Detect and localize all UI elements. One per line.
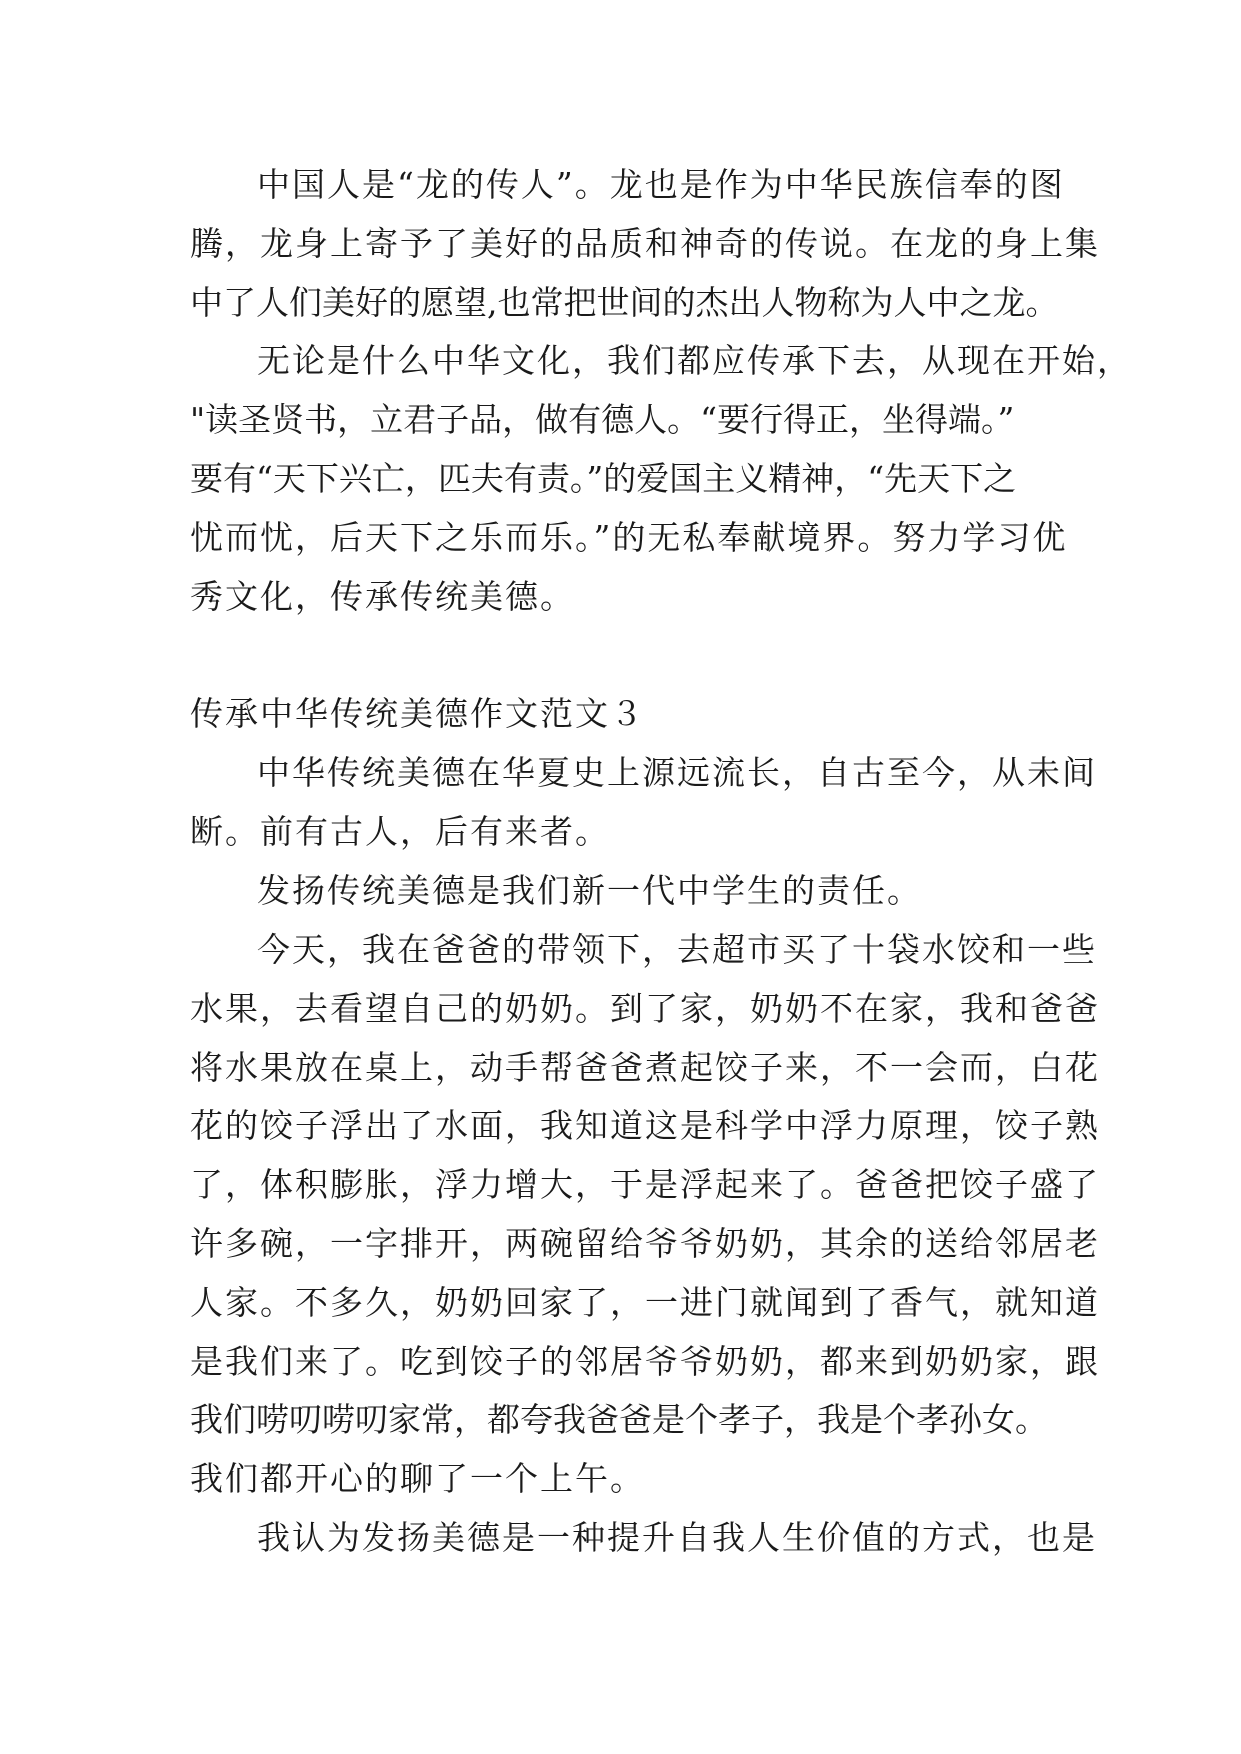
paragraph-line: 许多碗，一字排开，两碗留给爷爷奶奶，其余的送给邻居老	[190, 1224, 1100, 1263]
paragraph-line: 要有“天下兴亡，匹夫有责。”的爱国主义精神，“先天下之	[190, 459, 1017, 498]
paragraph-line: 是我们来了。吃到饺子的邻居爷爷奶奶，都来到奶奶家，跟	[190, 1342, 1100, 1381]
paragraph-line: 我们都开心的聊了一个上午。	[190, 1459, 645, 1498]
paragraph-line: 无论是什么中华文化，我们都应传承下去，从现在开始，	[257, 341, 1132, 380]
paragraph-line: 中国人是“龙的传人”。龙也是作为中华民族信奉的图	[257, 165, 1065, 204]
paragraph-line: 人家。不多久，奶奶回家了，一进门就闻到了香气，就知道	[190, 1283, 1100, 1322]
section-title: 传承中华传统美德作文范文３	[190, 694, 645, 733]
paragraph-line: 中华传统美德在华夏史上源远流长，自古至今，从未间	[257, 753, 1097, 792]
paragraph-line: 我们唠叨唠叨家常，都夸我爸爸是个孝子，我是个孝孙女。	[190, 1400, 1048, 1439]
paragraph-line: 花的饺子浮出了水面，我知道这是科学中浮力原理，饺子熟	[190, 1106, 1100, 1145]
paragraph-line: 秀文化，传承传统美德。	[190, 577, 575, 616]
paragraph-line: "读圣贤书，立君子品，做有德人。“要行得正，坐得端。”	[190, 400, 1015, 439]
paragraph-line: 了，体积膨胀，浮力增大，于是浮起来了。爸爸把饺子盛了	[190, 1165, 1100, 1204]
paragraph-line: 水果，去看望自己的奶奶。到了家，奶奶不在家，我和爸爸	[190, 989, 1100, 1028]
paragraph-line: 我认为发扬美德是一种提升自我人生价值的方式，也是	[257, 1518, 1097, 1557]
paragraph-line: 发扬传统美德是我们新一代中学生的责任。	[257, 871, 922, 910]
paragraph-line: 中了人们美好的愿望,也常把世间的杰出人物称为人中之龙。	[190, 283, 1059, 322]
paragraph-line: 腾，龙身上寄予了美好的品质和神奇的传说。在龙的身上集	[190, 224, 1100, 263]
paragraph-line: 忧而忧，后天下之乐而乐。”的无私奉献境界。努力学习优	[190, 518, 1068, 557]
paragraph-line: 今天，我在爸爸的带领下，去超市买了十袋水饺和一些	[257, 930, 1097, 969]
paragraph-line: 将水果放在桌上，动手帮爸爸煮起饺子来，不一会而，白花	[190, 1048, 1100, 1087]
paragraph-line: 断。前有古人，后有来者。	[190, 812, 610, 851]
